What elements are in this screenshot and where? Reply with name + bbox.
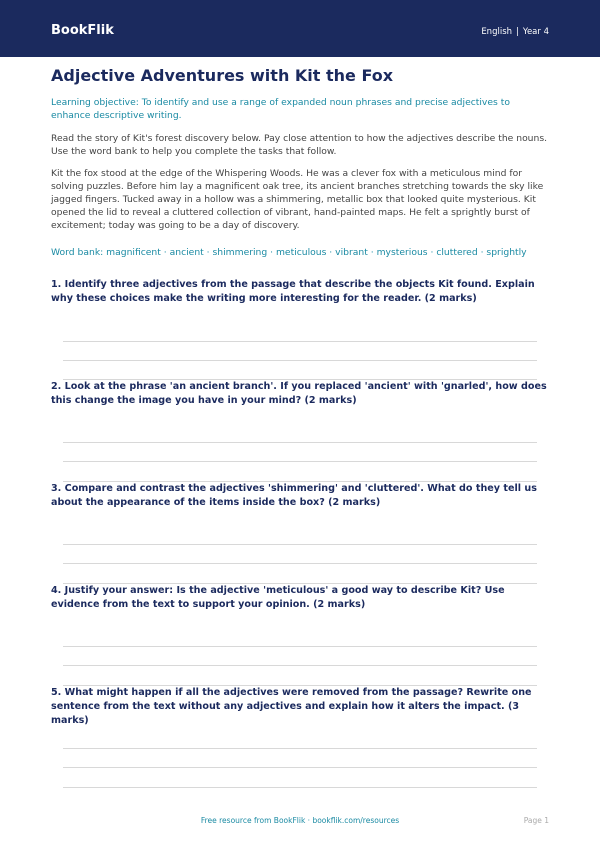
- subject-label: English: [481, 27, 513, 37]
- question-text: 3. Compare and contrast the adjectives 'shimmering' and 'cluttered'. What do they tell us about the appearance of the items inside the box? (2 marks): [51, 483, 537, 508]
- footer-link[interactable]: Free resource from BookFlik · bookflik.com/resources: [200, 816, 400, 825]
- answer-line[interactable]: [63, 544, 537, 545]
- brand-logo[interactable]: BookFlik: [51, 23, 114, 38]
- question-text: 4. Justify your answer: Is the adjective 'meticulous' a good way to describe Kit? Use evidence from the text to support your opinion. (2 marks): [51, 585, 505, 610]
- header-bar: [0, 0, 600, 57]
- question-2: [51, 380, 551, 408]
- meta-separator: |: [516, 27, 519, 37]
- page-number: Page 1: [523, 816, 549, 825]
- header-meta: [481, 27, 549, 37]
- learning-objective: Learning objective: To identify and use a range of expanded noun phrases and precise adjectives to enhance descriptive writing.: [51, 97, 510, 121]
- answer-line[interactable]: [63, 360, 537, 361]
- question-5: [51, 686, 551, 728]
- intro-text: Read the story of Kit's forest discovery below. Pay close attention to how the adjectives describe the nouns. Use the word bank to help you complete the tasks that follow.: [51, 133, 548, 157]
- answer-line[interactable]: [63, 563, 537, 564]
- answer-line[interactable]: [63, 646, 537, 647]
- answer-line[interactable]: [63, 787, 537, 788]
- question-text: 2. Look at the phrase 'an ancient branch'. If you replaced 'ancient' with 'gnarled', how does this change the image you have in your mind? (2 marks): [51, 381, 547, 406]
- question-1: [51, 278, 551, 306]
- answer-line[interactable]: [63, 341, 537, 342]
- question-3: [51, 482, 551, 510]
- answer-line[interactable]: [63, 442, 537, 443]
- question-text: 5. What might happen if all the adjectives were removed from the passage? Rewrite one sentence from the text without any adjectives and explain how it alters the impact. (3 marks): [51, 687, 532, 726]
- story-passage: Kit the fox stood at the edge of the Whispering Woods. He was a clever fox with a meticulous mind for solving puzzles. Before him lay a magnificent oak tree, its ancient branches stretching towards the sky like jagged fingers. Tucked away in a hollow was a shimmering, metallic box that looked quite mysterious. Kit opened the lid to reveal a cluttered collection of vibrant, hand-painted maps. He felt a sprightly burst of excitement; today was going to be a day of discovery.: [51, 168, 544, 231]
- year-label: Year 4: [522, 27, 549, 37]
- answer-line[interactable]: [63, 767, 537, 768]
- page-title: Adjective Adventures with Kit the Fox: [51, 66, 394, 85]
- answer-line[interactable]: [63, 461, 537, 462]
- answer-line[interactable]: [63, 665, 537, 666]
- word-bank: Word bank: magnificent · ancient · shimmering · meticulous · vibrant · mysterious · cluttered · sprightly: [51, 247, 527, 258]
- question-text: 1. Identify three adjectives from the passage that describe the objects Kit found. Explain why these choices make the writing more interesting for the reader. (2 marks): [51, 279, 535, 304]
- question-4: [51, 584, 551, 612]
- answer-line[interactable]: [63, 748, 537, 749]
